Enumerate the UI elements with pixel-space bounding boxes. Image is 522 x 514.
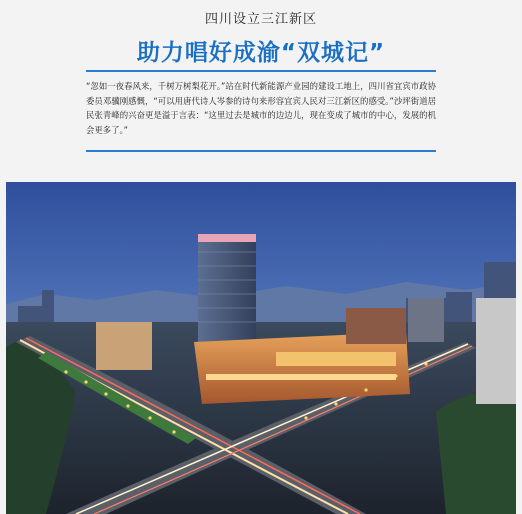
kicker-subtitle: 四川设立三江新区: [204, 12, 317, 27]
lede-text: “忽如一夜春风来，千树万树梨花开。”站在时代新能源产业园的建设工地上，四川省宜宾市政协委员邓骥刚感慨，“可以用唐代诗人岑参的诗句来形容宜宾人民对三江新区的感受。”沙坪街道居民张青峰的兴奋更是溢于言表：“这里过去是城市的边边儿，现在变成了城市的中心，发展的机会更多了。”: [86, 81, 436, 135]
headline: 助力唱好成渝“双城记”: [136, 40, 386, 66]
city-night-photo: [6, 182, 516, 514]
lede-paragraph: [86, 79, 436, 137]
top-rule: [86, 70, 436, 72]
bottom-rule: [86, 150, 436, 152]
